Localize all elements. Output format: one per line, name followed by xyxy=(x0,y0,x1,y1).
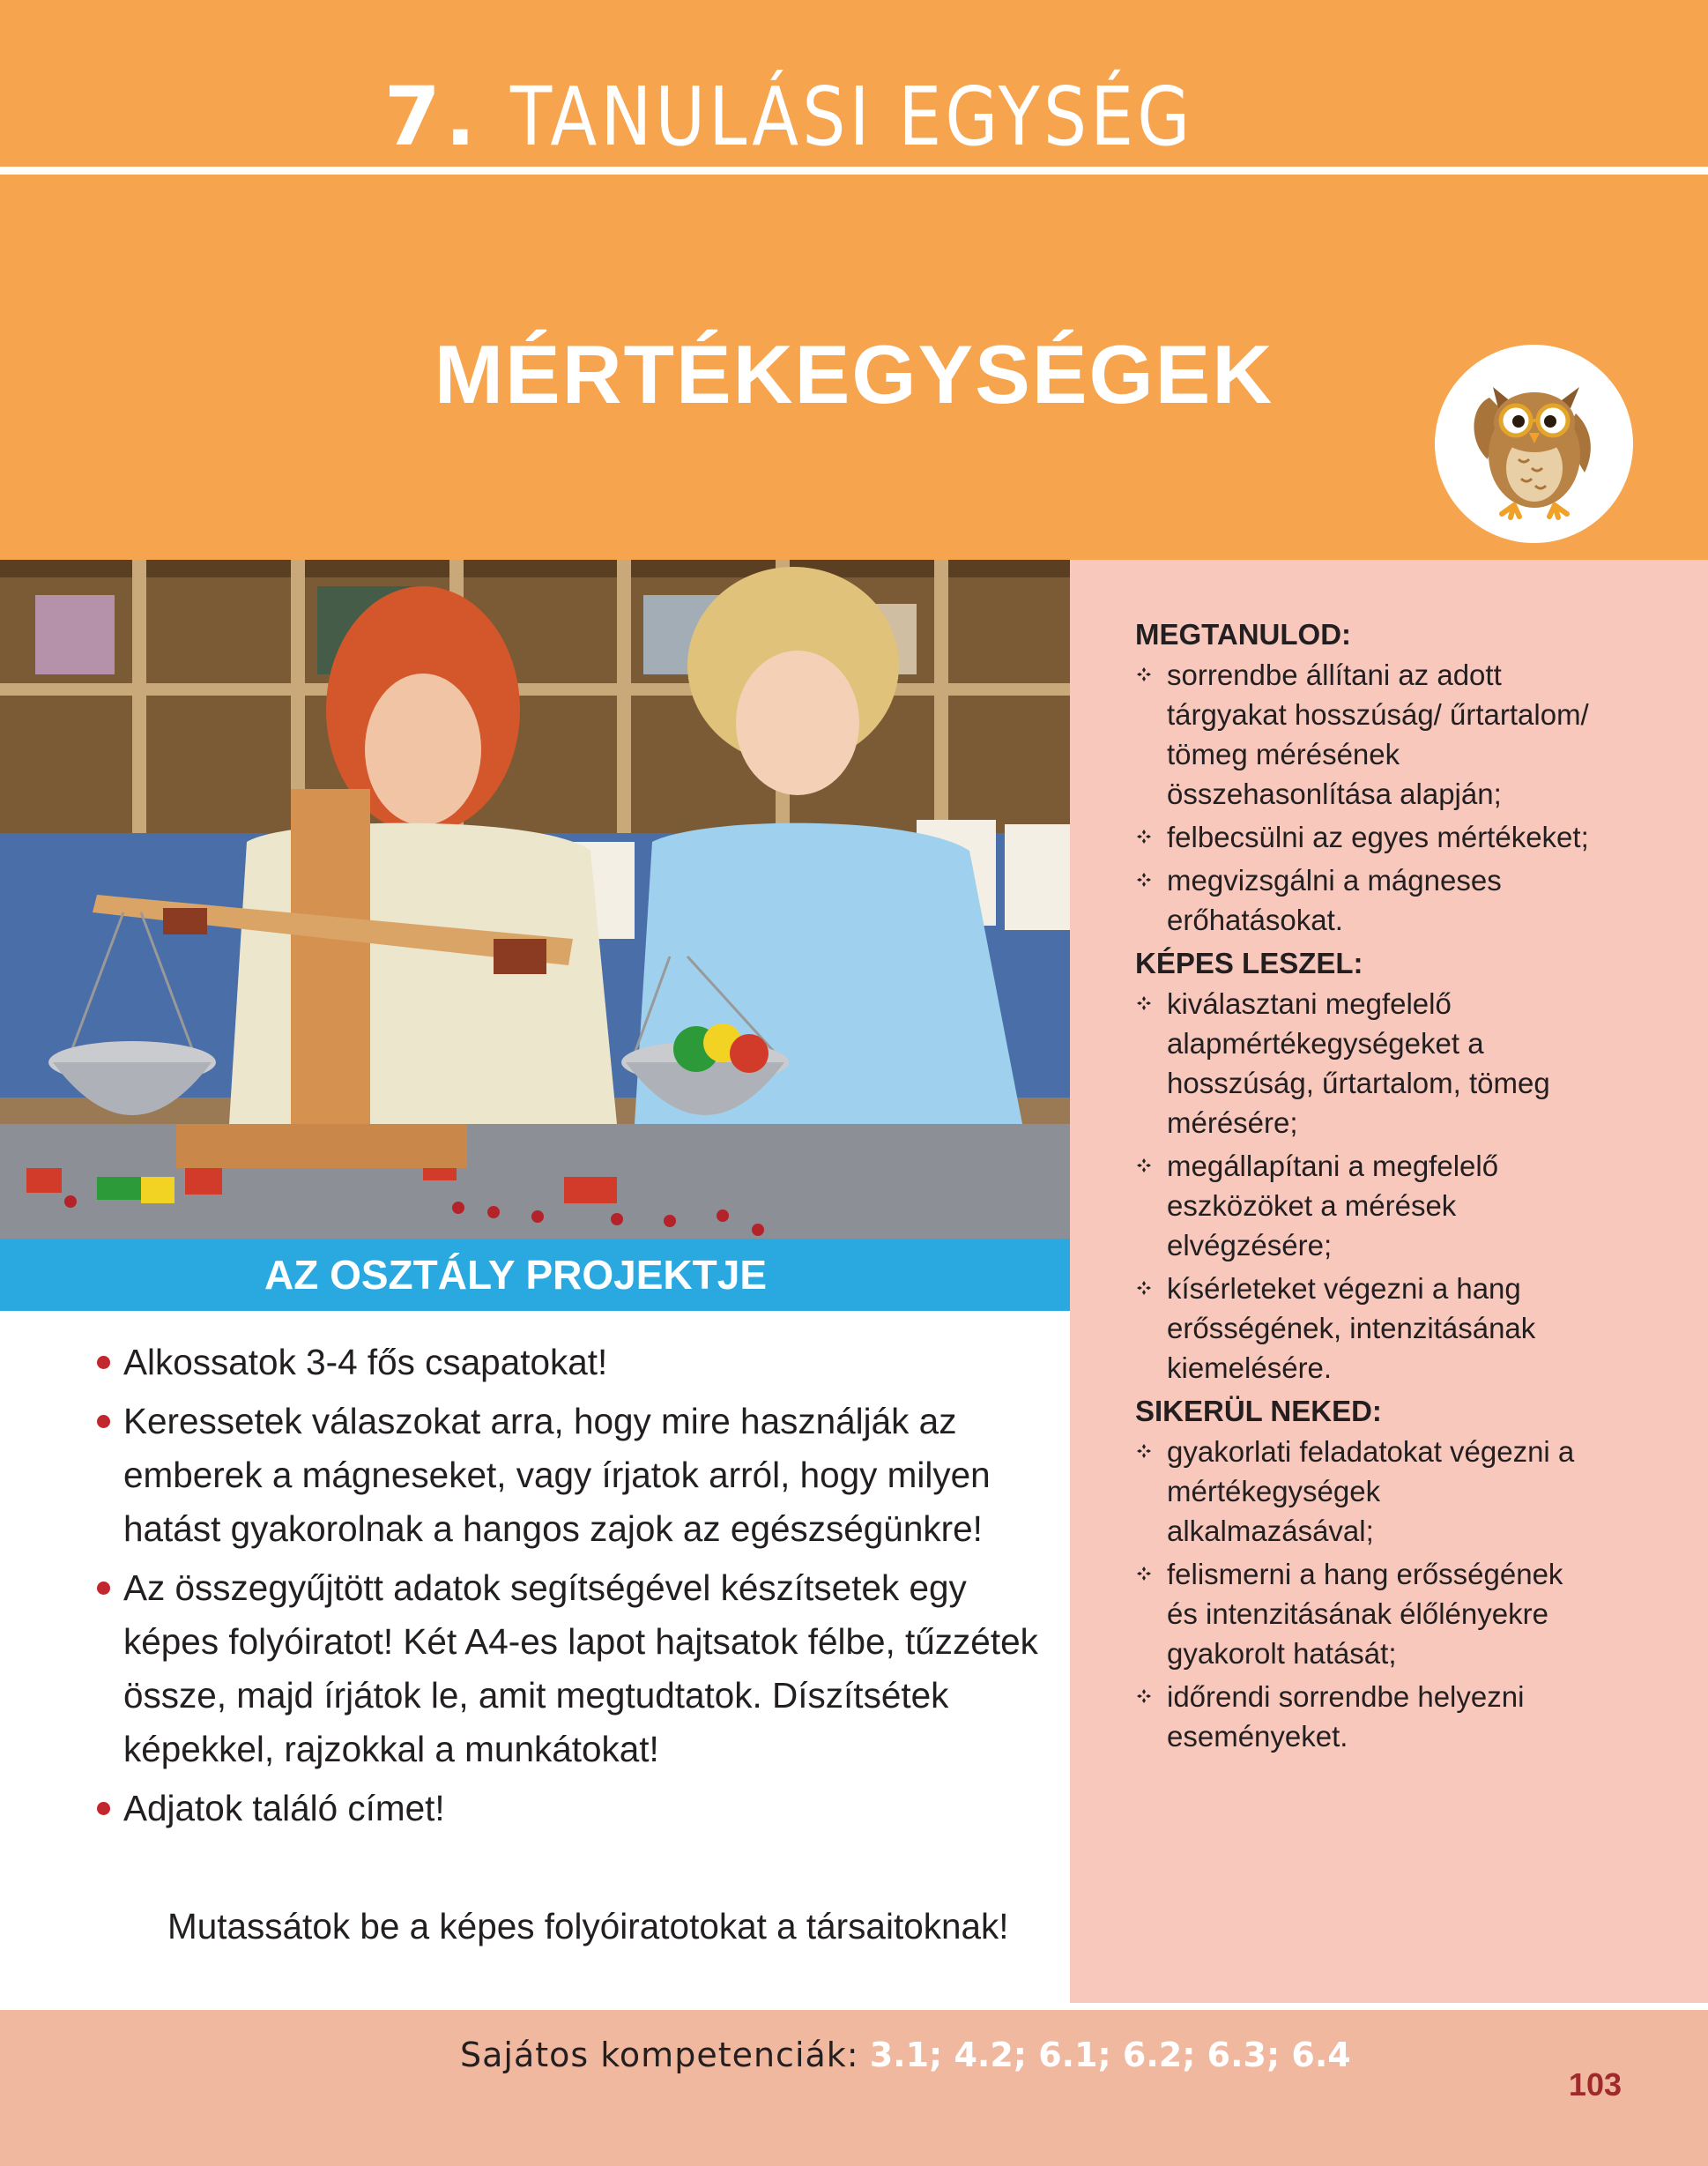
diamond-bullet-icon xyxy=(1137,1444,1151,1458)
page-title: MÉRTÉKEGYSÉGEK xyxy=(434,328,1274,421)
section-heading: KÉPES LESZEL: xyxy=(1135,947,1363,979)
unit-title xyxy=(0,69,1708,166)
diamond-bullet-icon xyxy=(1137,1689,1151,1703)
list-item-text: Keressetek válaszokat arra, hogy mire használják az emberek a mágneseket, vagy írjatok arról, hogy milyen hatást gyakorolnak a hangos zajok az egészségünkre! xyxy=(123,1401,991,1549)
goal-item xyxy=(1135,1677,1593,1756)
diamond-bullet-icon xyxy=(1137,667,1151,681)
competencies-line xyxy=(460,2030,1351,2080)
section-heading: SIKERÜL NEKED: xyxy=(1135,1395,1382,1427)
goal-item xyxy=(1135,1269,1593,1388)
learning-goals-content xyxy=(1135,614,1593,1760)
list-item-text: Az összegyűjtött adatok segítségével készítsetek egy képes folyóiratot! Két A4-es lapot hajtsatok félbe, tűzzétek össze, majd írjátok le, amit megtudtatok. Díszítsétek képekkel, rajzokkal a munkátokat! xyxy=(123,1567,1038,1769)
goal-list xyxy=(1135,655,1593,940)
goal-item-text: kísérleteket végezni a hang erősségének, intenzitásának kiemelésére. xyxy=(1167,1272,1536,1384)
goal-item xyxy=(1135,1432,1593,1551)
diamond-bullet-icon xyxy=(1137,830,1151,844)
goal-item xyxy=(1135,984,1593,1143)
competencies-values: 3.1; 4.2; 6.1; 6.2; 6.3; 6.4 xyxy=(869,2036,1351,2074)
project-list xyxy=(123,1336,1058,1841)
goal-item-text: időrendi sorrendbe helyezni eseményeket. xyxy=(1167,1680,1525,1753)
diamond-bullet-icon xyxy=(1137,1567,1151,1581)
goal-item xyxy=(1135,860,1593,940)
bullet-dot-icon xyxy=(97,1356,110,1369)
goal-item-text: felismerni a hang erősségének és intenzitásának élőlényekre gyakorolt hatását; xyxy=(1167,1558,1563,1670)
competencies-label: Sajátos kompetenciák: xyxy=(460,2036,859,2074)
diamond-bullet-icon xyxy=(1137,873,1151,887)
goal-list xyxy=(1135,984,1593,1388)
list-item xyxy=(123,1336,1058,1389)
goal-item xyxy=(1135,1146,1593,1265)
goal-item xyxy=(1135,1554,1593,1673)
bullet-dot-icon xyxy=(97,1582,110,1595)
goal-item-text: megvizsgálni a mágneses erőhatásokat. xyxy=(1167,864,1502,936)
owl-mascot-icon xyxy=(1435,345,1633,543)
diamond-bullet-icon xyxy=(1137,996,1151,1010)
bullet-dot-icon xyxy=(97,1802,110,1815)
goal-list xyxy=(1135,1432,1593,1756)
header-divider xyxy=(0,167,1708,175)
bullet-dot-icon xyxy=(97,1415,110,1428)
goal-item-text: gyakorlati feladatokat végezni a mértékegységek alkalmazásával; xyxy=(1167,1435,1575,1547)
goal-item-text: kiválasztani megfelelő alapmértékegységeket a hosszúság, űrtartalom, tömeg mérésére; xyxy=(1167,987,1550,1139)
list-item xyxy=(123,1782,1058,1835)
page-number: 103 xyxy=(1568,2066,1622,2103)
goal-item-text: megállapítani a megfelelő eszközöket a mérések elvégzésére; xyxy=(1167,1150,1499,1262)
diamond-bullet-icon xyxy=(1137,1281,1151,1295)
list-item xyxy=(123,1395,1058,1556)
project-banner xyxy=(0,1239,1070,1311)
section-heading: MEGTANULOD: xyxy=(1135,618,1352,651)
classroom-photo xyxy=(0,560,1070,1239)
goal-item xyxy=(1135,655,1593,814)
list-item-text: Adjatok találó címet! xyxy=(123,1788,445,1828)
goal-item xyxy=(1135,817,1593,857)
project-closing-text: Mutassátok be a képes folyóiratotokat a társaitoknak! xyxy=(167,1906,1009,1946)
diamond-bullet-icon xyxy=(1137,1158,1151,1172)
list-item xyxy=(123,1561,1058,1776)
unit-number: 7. xyxy=(383,70,480,164)
list-item-text: Alkossatok 3-4 fős csapatokat! xyxy=(123,1342,608,1382)
goal-item-text: sorrendbe állítani az adott tárgyakat hosszúság/ űrtartalom/ tömeg mérésének összehasonlítása alapján; xyxy=(1167,659,1589,810)
unit-label: TANULÁSI EGYSÉG xyxy=(510,70,1194,164)
goal-item-text: felbecsülni az egyes mértékeket; xyxy=(1167,821,1589,853)
footer-divider xyxy=(0,2003,1708,2010)
unit-header xyxy=(0,0,1708,560)
project-title: AZ OSZTÁLY PROJEKTJE xyxy=(264,1252,767,1298)
